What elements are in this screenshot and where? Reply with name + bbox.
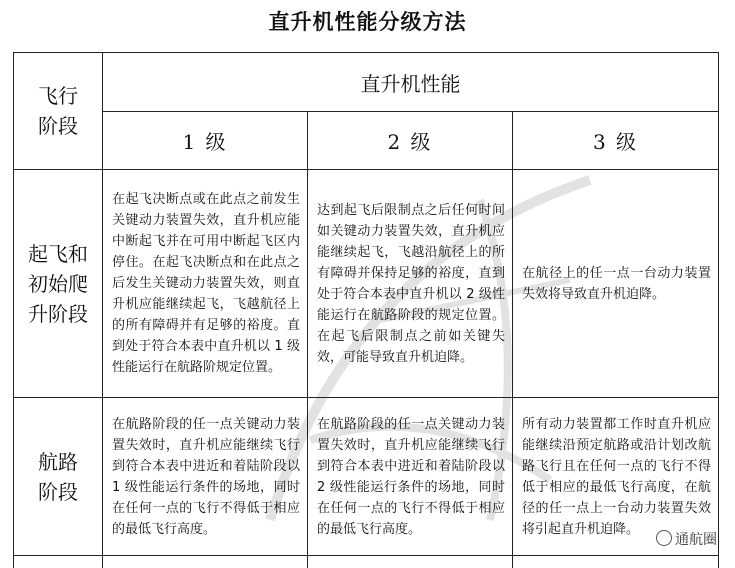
stage-label-line: 初始爬 — [14, 269, 102, 299]
stamp-label: 通航圈 — [675, 532, 717, 548]
stage-cell-takeoff — [14, 170, 103, 398]
level-1-header: 1 级 — [103, 112, 308, 170]
enroute-level-1-cell: 在航路阶段的任一点关键动力装置失效时，直升机应能继续飞行到符合本表中进近和着陆阶段以 1 级性能运行条件的场地，同时在任何一点的飞行不得低于相应的最低飞行高度。 — [103, 398, 308, 556]
stage-header-line1: 飞行 — [14, 81, 102, 111]
performance-table — [13, 52, 719, 568]
table-row — [14, 170, 719, 398]
stage-label-line: 航路 — [14, 447, 102, 477]
enroute-level-2-cell: 在航路阶段的任一点关键动力装置失效时，直升机应能继续飞行到符合本表中进近和着陆阶段以 2 级性能运行条件的场地，同时在任何一点的飞行不得低于相应的最低飞行高度。 — [308, 398, 513, 556]
stage-cell-enroute — [14, 398, 103, 556]
stage-label-line: 阶段 — [14, 477, 102, 507]
partial-cell — [308, 556, 513, 568]
takeoff-level-2-cell: 达到起飞后限制点之后任何时间如关键动力装置失效，直升机应能继续起飞，飞越沿航径上的所有障碍并保持足够的裕度，直到处于符合本表中直升机以 2 级性能运行在航路阶段的规定位置。在起飞后限制点之前如关键失效，可能导致直升机迫降。 — [308, 170, 513, 398]
partial-cell — [103, 556, 308, 568]
stage-label-line: 升阶段 — [14, 299, 102, 329]
stage-header-line2: 阶段 — [14, 111, 102, 141]
performance-header: 直升机性能 — [103, 53, 719, 112]
enroute-level-3-cell: 所有动力装置都工作时直升机应能继续沿预定航路或沿计划改航路飞行且在任何一点的飞行不得低于相应的最低飞行高度，在航径的任一点上一台动力装置失效将引起直升机迫降。 — [513, 398, 719, 556]
stage-label-line: 起飞和 — [14, 239, 102, 269]
takeoff-level-1-cell: 在起飞决断点或在此点之前发生关键动力装置失效，直升机应能中断起飞并在可用中断起飞区内停住。在起飞决断点和在此点之后发生关键动力装置失效，则直升机应能继续起飞，飞越航径上的所有障碍并有足够的裕度。直到处于符合本表中直升机以 1 级性能运行在航路阶规定位置。 — [103, 170, 308, 398]
source-stamp — [656, 529, 717, 549]
partial-cell — [513, 556, 719, 568]
partial-cell — [14, 556, 103, 568]
takeoff-level-3-cell: 在航径上的任一点一台动力装置失效将导致直升机迫降。 — [513, 170, 719, 398]
chat-bubble-icon — [656, 530, 672, 546]
table-row-partial — [14, 556, 719, 568]
level-3-header: 3 级 — [513, 112, 719, 170]
page-title: 直升机性能分级方法 — [0, 6, 735, 36]
level-2-header: 2 级 — [308, 112, 513, 170]
table-row — [14, 398, 719, 556]
stage-column-header — [14, 53, 103, 170]
